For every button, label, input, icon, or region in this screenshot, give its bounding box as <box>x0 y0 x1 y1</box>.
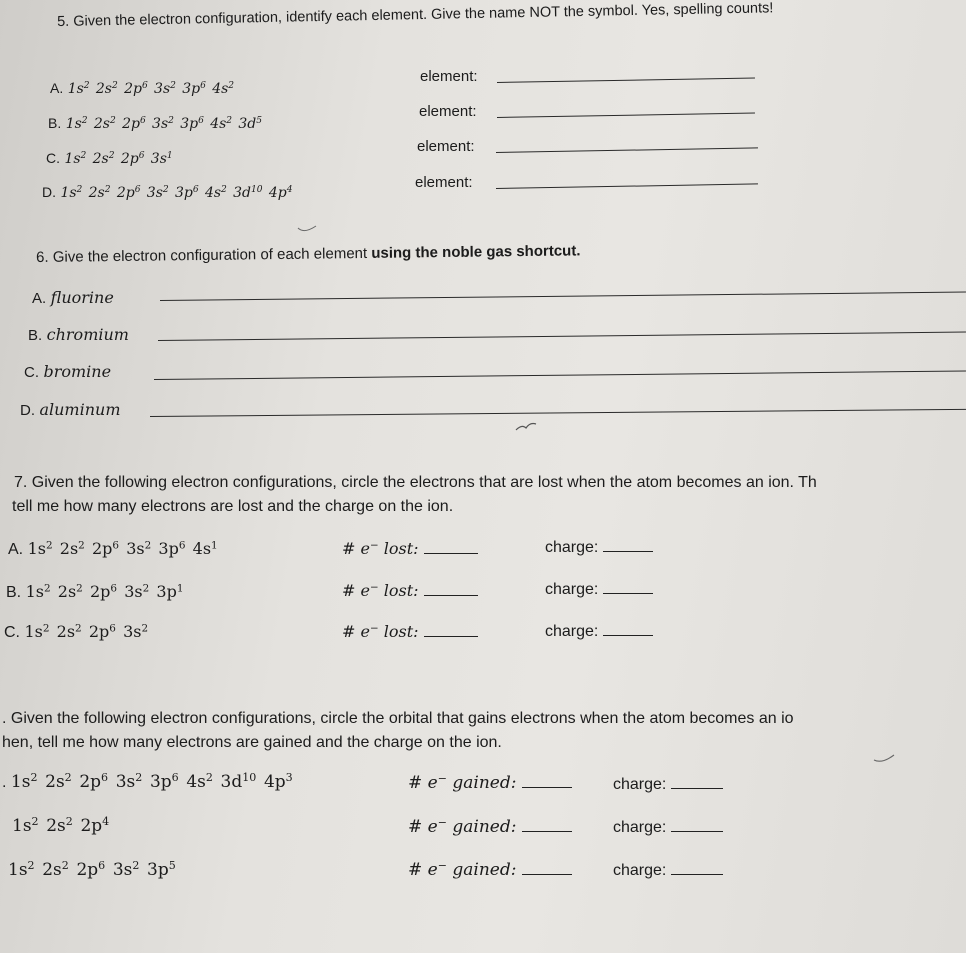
orbital-term: $3p^1$ <box>156 582 184 601</box>
q8-config-b <box>12 816 117 836</box>
orbital-term: $4s^2$ <box>210 116 233 132</box>
orbital-term: $3p^6$ <box>149 770 179 792</box>
orbital-term: $4s^2$ <box>212 81 235 97</box>
q8-gained-blank-c[interactable] <box>522 874 572 875</box>
orbital-term: $3p^6$ <box>182 81 206 97</box>
q6-answer-line-c[interactable] <box>154 370 966 380</box>
orbital-term: $3d^{10}$ <box>233 185 263 201</box>
q7-item-b: B. $1s^2$ $2s^2$ $2p^6$ $3s^2$ $3p^1$ <box>6 582 191 602</box>
q8-charge-c: charge: <box>613 862 723 880</box>
q7-charge-blank-b[interactable] <box>603 593 653 594</box>
q8-item-b <box>12 816 117 836</box>
q8-gained-label-c: # e− gained: <box>408 860 572 880</box>
q7-item-a: A. $1s^2$ $2s^2$ $2p^6$ $3s^2$ $3p^6$ $4s^1$ <box>8 539 225 559</box>
q5-element-label-a: element: <box>420 68 478 85</box>
orbital-term: $2p^6$ <box>122 116 146 132</box>
orbital-term: $2s^2$ <box>88 185 111 201</box>
orbital-term: $1s^2$ <box>60 185 83 201</box>
orbital-term: $3s^2$ <box>124 582 150 601</box>
orbital-term: $2p^6$ <box>116 185 141 201</box>
orbital-term: $3s^2$ <box>115 770 143 792</box>
orbital-term: $1s^2$ <box>65 116 88 132</box>
q5-answer-line-c[interactable] <box>496 147 758 153</box>
orbital-term: $2p^6$ <box>79 770 109 792</box>
orbital-term: $2s^2$ <box>57 582 83 601</box>
q8-charge-b: charge: <box>613 819 723 837</box>
q7-title-line2: tell me how many electrons are lost and the charge on the ion. <box>12 498 454 515</box>
q7-lost-label-c: # e− lost: <box>342 622 478 641</box>
orbital-term: $2s^2$ <box>59 539 85 558</box>
orbital-term: $2p^6$ <box>124 81 148 97</box>
orbital-term: $2s^2$ <box>95 81 118 97</box>
q5-title: 5. Given the electron configuration, identify each element. Give the name NOT the symbol. Yes, spelling counts! <box>57 0 774 30</box>
q7-lost-label-a: # e− lost: <box>342 539 478 558</box>
q7-config-a <box>28 539 225 558</box>
orbital-term: $2s^2$ <box>46 814 73 836</box>
orbital-term: $3s^2$ <box>154 81 176 97</box>
q5-config-c <box>64 151 179 167</box>
orbital-term: $3p^6$ <box>174 185 199 201</box>
orbital-term: $1s^2$ <box>25 582 51 601</box>
q7-charge-a: charge: <box>545 539 653 557</box>
orbital-term: $1s^2$ <box>64 151 87 167</box>
q5-answer-line-a[interactable] <box>497 77 755 83</box>
orbital-term: $1s^2$ <box>24 622 50 641</box>
q8-charge-blank-b[interactable] <box>671 831 723 832</box>
orbital-term: $2s^2$ <box>45 770 72 792</box>
q8-config-a <box>11 772 300 792</box>
pencil-mark <box>512 418 542 434</box>
orbital-term: $1s^2$ <box>8 858 35 880</box>
q8-item-c <box>8 860 183 880</box>
q5-answer-line-b[interactable] <box>497 112 755 118</box>
q7-lost-label-b: # e− lost: <box>342 581 478 600</box>
q7-charge-blank-c[interactable] <box>603 635 653 636</box>
pencil-checkmark <box>296 222 320 236</box>
orbital-term: $3d^{10}$ <box>220 770 257 792</box>
orbital-term: $3s^2$ <box>123 622 149 641</box>
q8-charge-blank-c[interactable] <box>671 874 723 875</box>
orbital-term: $3p^6$ <box>180 116 204 132</box>
orbital-term: $3s^1$ <box>150 151 173 167</box>
q7-lost-blank-c[interactable] <box>424 636 478 637</box>
orbital-term: $1s^2$ <box>67 81 90 97</box>
q5-element-label-c: element: <box>417 138 475 155</box>
q5-element-label-b: element: <box>419 103 477 120</box>
q7-item-c: C. $1s^2$ $2s^2$ $2p^6$ $3s^2$ <box>4 622 155 642</box>
q7-config-b <box>26 582 191 601</box>
orbital-term: $2p^6$ <box>91 539 120 558</box>
q5-answer-line-d[interactable] <box>496 183 758 189</box>
orbital-term: $2p^6$ <box>120 151 145 167</box>
orbital-term: $1s^2$ <box>10 770 38 792</box>
q8-title-line2: hen, tell me how many electrons are gained and the charge on the ion. <box>2 734 502 751</box>
q7-charge-c: charge: <box>545 623 653 641</box>
q6-title: 6. Give the electron configuration of each element using the noble gas shortcut. <box>36 242 581 266</box>
q6-answer-line-a[interactable] <box>160 292 966 301</box>
orbital-term: $4s^2$ <box>186 770 213 792</box>
q8-charge-a: charge: <box>613 776 723 794</box>
q5-config-a <box>68 81 241 97</box>
q5-config-b <box>66 116 269 132</box>
q6-item-c: C. bromine <box>24 362 112 381</box>
orbital-term: $2s^2$ <box>42 858 69 880</box>
orbital-term: $4s^2$ <box>204 185 227 201</box>
orbital-term: $3s^2$ <box>146 185 169 201</box>
orbital-term: $3p^5$ <box>147 858 176 880</box>
q8-charge-blank-a[interactable] <box>671 788 723 789</box>
q7-lost-blank-a[interactable] <box>424 553 478 554</box>
q6-item-a: A. fluorine <box>32 288 114 307</box>
orbital-term: $3s^2$ <box>152 116 174 132</box>
orbital-term: $2p^6$ <box>89 582 118 601</box>
orbital-term: $4p^3$ <box>263 770 293 792</box>
orbital-term: $1s^2$ <box>27 539 53 558</box>
orbital-term: $2p^6$ <box>88 622 116 641</box>
orbital-term: $2p^6$ <box>76 858 106 880</box>
q5-config-d <box>60 185 298 201</box>
orbital-term: $4s^1$ <box>192 539 218 558</box>
orbital-term: $2s^2$ <box>92 151 115 167</box>
q5-item-b: B. $1s^2$ $2s^2$ $2p^6$ $3s^2$ $3p^6$ $4s^2$ $3d^5$ <box>48 115 268 133</box>
q6-item-d: D. aluminum <box>20 400 121 419</box>
orbital-term: $1s^2$ <box>12 814 39 836</box>
q8-gained-blank-a[interactable] <box>522 787 572 788</box>
q8-gained-label-a: # e− gained: <box>408 773 572 793</box>
q8-gained-blank-b[interactable] <box>522 831 572 832</box>
q7-title-line1: 7. Given the following electron configurations, circle the electrons that are lost when the atom becomes an ion. Th <box>14 474 817 491</box>
q7-charge-blank-a[interactable] <box>603 551 653 552</box>
orbital-term: $2s^2$ <box>56 622 82 641</box>
q5-item-c: C. $1s^2$ $2s^2$ $2p^6$ $3s^1$ <box>46 150 179 168</box>
q5-element-label-d: element: <box>415 174 473 191</box>
orbital-term: $3s^2$ <box>126 539 152 558</box>
orbital-term: $2s^2$ <box>93 116 116 132</box>
q6-answer-line-d[interactable] <box>150 409 966 417</box>
q8-title-line1: . Given the following electron configurations, circle the orbital that gains electrons when the atom becomes an io <box>2 710 794 727</box>
q8-gained-label-b: # e− gained: <box>408 817 572 837</box>
q6-item-b: B. chromium <box>28 325 129 344</box>
orbital-term: $3d^5$ <box>238 116 263 132</box>
q5-item-d: D. $1s^2$ $2s^2$ $2p^6$ $3s^2$ $3p^6$ $4s^2$ $3d^{10}$ $4p^4$ <box>42 184 299 202</box>
q8-item-a: . $1s^2$ $2s^2$ $2p^6$ $3s^2$ $3p^6$ $4s^2$ $3d^{10}$ $4p^3$ <box>2 772 300 792</box>
orbital-term: $3p^6$ <box>158 539 186 558</box>
q8-config-c <box>8 860 183 880</box>
pencil-tick-mark <box>872 752 898 766</box>
orbital-term: $4p^4$ <box>268 185 293 201</box>
q7-lost-blank-b[interactable] <box>424 595 478 596</box>
orbital-term: $2p^4$ <box>80 814 110 836</box>
q7-config-c <box>24 622 155 641</box>
q7-charge-b: charge: <box>545 581 653 599</box>
q6-answer-line-b[interactable] <box>158 332 966 341</box>
q5-item-a: A. $1s^2$ $2s^2$ $2p^6$ $3s^2$ $3p^6$ $4s^2$ <box>50 80 240 98</box>
orbital-term: $3s^2$ <box>112 858 140 880</box>
